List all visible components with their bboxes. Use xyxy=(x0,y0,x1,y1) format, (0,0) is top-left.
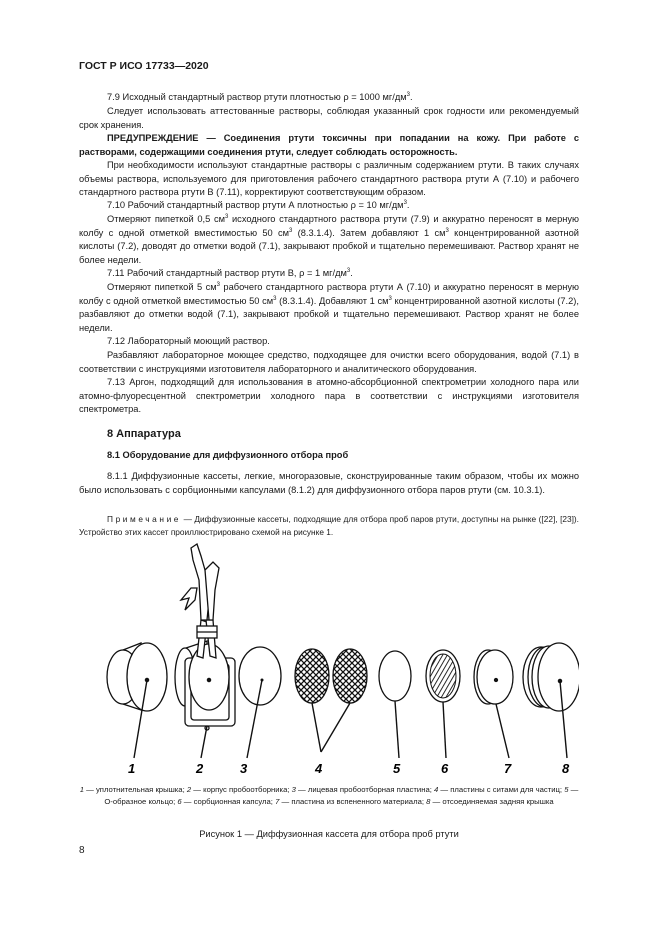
particle-screen-plates-part xyxy=(295,649,367,703)
figure-legend: 1 — уплотнительная крышка; 2 — корпус пробоотборника; 3 — лицевая пробоотборная пластина; 4 — пластины с ситами для частиц; 5 — О-образное кольцо; 6 — сорбционная капсула; 7 — пластина из вспененного материала; 8 — отсоединяемая задняя крышка xyxy=(79,785,579,806)
part-label-1: 1 xyxy=(128,761,136,776)
paragraph-diffusion-cassettes: 8.1.1 Диффузионные кассеты, легкие, многоразовые, сконструированные таким образом, чтобы их можно было использовать с сорбционными капсулами (8.1.2) для диффузионного отбора паров ртути (см. 10.3.1). xyxy=(79,471,579,495)
part-label-6: 6 xyxy=(441,761,449,776)
part-label-2: 2 xyxy=(196,761,204,776)
section-7-12-title: 7.12 Лабораторный моющий раствор. xyxy=(107,336,270,346)
section-7-11-title: 7.11 Рабочий стандартный раствор ртути В, ρ = 1 $мг/дм^3$. xyxy=(107,267,353,278)
paragraph-solution-a: Отмеряют пипеткой 0,5 $см^3$ исходного стандартного раствора ртути (7.9) и аккуратно переносят в мерную колбу с одной отметкой вместимостью 50 $см^3$ (8.3.1.4). Затем добавляют 1 $см^3$ концентрированной азотной кислоты (7.2), доводят до отметки водой (7.1), закрывают пробкой и тщательно перемешивают. Раствор хранят не более недели. xyxy=(79,213,580,265)
part-label-3: 3 xyxy=(240,761,248,776)
paragraph-different-concentrations: При необходимости используют стандартные растворы с различным содержанием ртути. В таких случаях объемы раствора, используемого для приготовления рабочего стандартного раствора ртути А (7.10) и рабочего стандартного раствора ртути В (7.11), корректируют соответствующим образом. xyxy=(79,160,579,198)
figure-1-diffusion-cassette xyxy=(79,540,579,780)
note-paragraph: Примечание — Диффузионные кассеты, подходящие для отбора проб паров ртути, доступны на рынке ([22], [23]). Устройство этих кассет проиллюстрировано схемой на рисунке 1. xyxy=(79,514,579,537)
foam-plate-part xyxy=(474,650,513,704)
paragraph-detergent: Разбавляют лабораторное моющее средство, подходящее для очистки всего оборудования, водой (7.1) в соответствии с инструкциями изготовителя лабораторного и аналитического оборудования. xyxy=(79,350,579,374)
part-label-5: 5 xyxy=(393,761,401,776)
paragraph-solution-b: Отмеряют пипеткой 5 $см^3$ рабочего стандартного раствора ртути А (7.10) и аккуратно переносят в мерную колбу с одной отметкой вместимостью 50 $см^3$ (8.3.1.4). Добавляют 1 $см^3$ концентрированной азотной кислоты (7.2), разбавляют до отметки водой (7.1), закрывают пробкой и тщательно перемешивают. Раствор хранят не более недели. xyxy=(79,281,580,333)
section-8-heading: 8 Аппаратура xyxy=(107,428,181,440)
part-label-7: 7 xyxy=(504,761,512,776)
running-header: ГОСТ Р ИСО 17733—2020 xyxy=(79,60,209,72)
sealing-cap-part xyxy=(107,643,167,711)
section-8-1-heading: 8.1 Оборудование для диффузионного отбора проб xyxy=(107,450,349,460)
sampling-face-plate-part xyxy=(239,647,281,705)
back-cover-part xyxy=(523,643,579,711)
o-ring-part xyxy=(379,651,411,701)
paragraph-certified-solutions: Следует использовать аттестованные растворы, соблюдая указанный срок годности или рекомендуемый срок хранения. xyxy=(79,106,579,130)
figure-caption: Рисунок 1 — Диффузионная кассета для отбора проб ртути xyxy=(199,829,459,839)
part-label-4: 4 xyxy=(315,761,323,776)
paragraph-argon: 7.13 Аргон, подходящий для использования в атомно-абсорбционной спектрометрии холодного пара или атомно-флуоресцентной спектрометрии холодного пара в соответствии с инструкциями изготовителя спектрометра. xyxy=(79,377,579,415)
page-number: 8 xyxy=(79,845,85,856)
section-7-9-title: 7.9 Исходный стандартный раствор ртути плотностью ρ = 1000 $мг/дм^3$. xyxy=(107,91,413,102)
section-7-10-title: 7.10 Рабочий стандартный раствор ртути А плотностью ρ = 10 $мг/дм^3$. xyxy=(107,199,410,210)
part-label-8: 8 xyxy=(562,761,570,776)
note-label: Примечание xyxy=(107,514,182,524)
warning-paragraph: ПРЕДУПРЕЖДЕНИЕ — Соединения ртути токсичны при попадании на кожу. При работе с растворами, содержащими соединения ртути, следует соблюдать осторожность. xyxy=(79,133,579,157)
sampler-body-part xyxy=(175,544,235,730)
sorbent-capsule-part xyxy=(426,650,460,702)
